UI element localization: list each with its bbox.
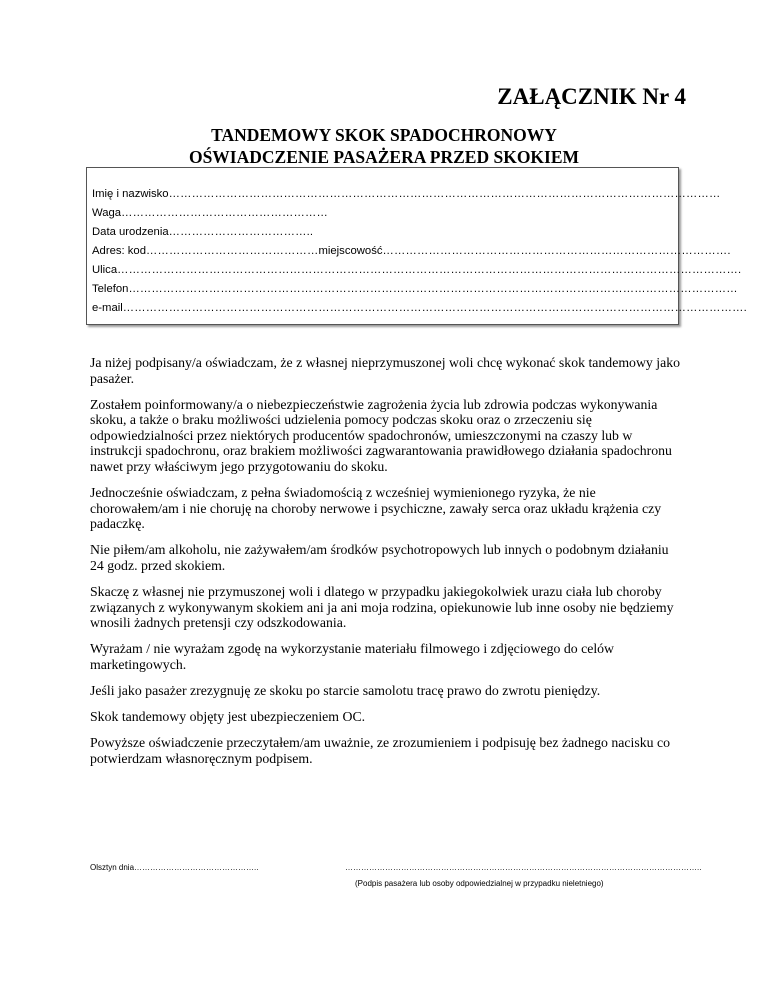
paragraph-voluntary: Ja niżej podpisany/a oświadczam, że z własnej nieprzymuszonej woli chcę wykonać skok tandemowy jako pasażer. bbox=[90, 355, 681, 386]
paragraph-risk-informed: Zostałem poinformowany/a o niebezpieczeństwie zagrożenia życia lub zdrowia podczas wykonywania skoku, a także o braku możliwości udzielenia pomocy podczas skoku oraz o zrzeczeniu się odpowiedzialności przez niektórych producentów spadochronów, umieszczonymi na czaszy lub w instrukcji spadochronu, oraz brakiem możliwości zagwarantowania prawidłowego działania spadochronu nawet przy właściwym jego przygotowaniu do skoku. bbox=[90, 396, 672, 475]
birth-date-field[interactable]: ……………………………….. bbox=[168, 226, 314, 238]
email-row[interactable] bbox=[92, 299, 747, 318]
address-row[interactable] bbox=[92, 242, 731, 261]
phone-field[interactable]: …………………………………………………………………………………………………………………………………………… bbox=[128, 283, 738, 295]
signature-line[interactable]: …………………………………………………………………………………………………………………….. bbox=[345, 863, 702, 872]
paragraph-insurance: Skok tandemowy objęty jest ubezpieczeniem OC. bbox=[90, 709, 366, 725]
city-field[interactable]: ………………………………………………………………………………. bbox=[382, 245, 731, 257]
street-row[interactable] bbox=[92, 261, 742, 280]
phone-row[interactable] bbox=[92, 280, 738, 299]
paragraph-substances: Nie piłem/am alkoholu, nie zażywałem/am środków psychotropowych lub innych o podobnym działaniu 24 godz. przed skokiem. bbox=[90, 542, 669, 574]
name-field[interactable]: ……………………………………………………………………………………………………………………………… bbox=[168, 188, 721, 200]
document-title bbox=[0, 124, 768, 168]
title-line-2: OŚWIADCZENIE PASAŻERA PRZED SKOKIEM bbox=[188, 147, 580, 167]
name-label: Imię i nazwisko bbox=[92, 188, 169, 200]
paragraph-refund: Jeśli jako pasażer zrezygnuję ze skoku po starcie samolotu tracę prawo do zwrotu pieniędzy. bbox=[90, 683, 601, 699]
declaration-text bbox=[90, 355, 685, 777]
postal-code-field[interactable]: ……………………………………… bbox=[146, 245, 319, 257]
weight-row[interactable] bbox=[92, 204, 678, 223]
paragraph-health: Jednocześnie oświadczam, z pełna świadomością z wcześniej wymienionego ryzyka, że nie chorowałem/am i nie choruję na choroby nerwowe i psychiczne, zawały serca oraz układu krążenia czy padaczkę. bbox=[90, 485, 662, 532]
title-line-1: TANDEMOWY SKOK SPADOCHRONOWY bbox=[211, 125, 557, 145]
paragraph-no-claims: Skaczę z własnej nie przymuszonej woli i dlatego w przypadku jakiegokolwiek urazu ciała lub choroby związanych z wykonywanym skokiem ani ja ani moja rodzina, opiekunowie lub inne osoby nie będziemy wnosili żadnych pretensji czy odszkodowania. bbox=[90, 584, 674, 631]
paragraph-media-consent: Wyrażam / nie wyrażam zgodę na wykorzystanie materiału filmowego i zdjęciowego do celów marketingowych. bbox=[90, 641, 615, 672]
postal-code-label: Adres: kod bbox=[92, 245, 147, 257]
name-row[interactable] bbox=[92, 185, 721, 204]
birth-date-row[interactable] bbox=[92, 223, 678, 242]
signature-caption: (Podpis pasażera lub osoby odpowiedzialnej w przypadku nieletniego) bbox=[355, 879, 604, 888]
email-field[interactable]: ………………………………………………………………………………………………………………………………………………. bbox=[122, 302, 747, 314]
street-label: Ulica bbox=[92, 264, 118, 276]
paragraph-confirmation: Powyższe oświadczenie przeczytałem/am uważnie, ze zrozumieniem i podpisuję bez żadnego nacisku co potwierdzam własnoręcznym podpisem. bbox=[90, 735, 670, 766]
weight-label: Waga bbox=[92, 207, 122, 219]
street-field[interactable]: ………………………………………………………………………………………………………………………………………………. bbox=[117, 264, 742, 276]
place-date-field[interactable]: Olsztyn dnia……………………………………….. bbox=[90, 863, 259, 872]
email-label: e-mail bbox=[92, 302, 123, 314]
personal-data-box bbox=[86, 167, 747, 325]
phone-label: Telefon bbox=[92, 283, 129, 295]
annex-heading: ZAŁĄCZNIK Nr 4 bbox=[497, 84, 686, 109]
birth-date-label: Data urodzenia bbox=[92, 226, 169, 238]
city-label: miejscowość bbox=[318, 245, 383, 257]
weight-field[interactable]: ……………………………………………… bbox=[121, 207, 329, 219]
